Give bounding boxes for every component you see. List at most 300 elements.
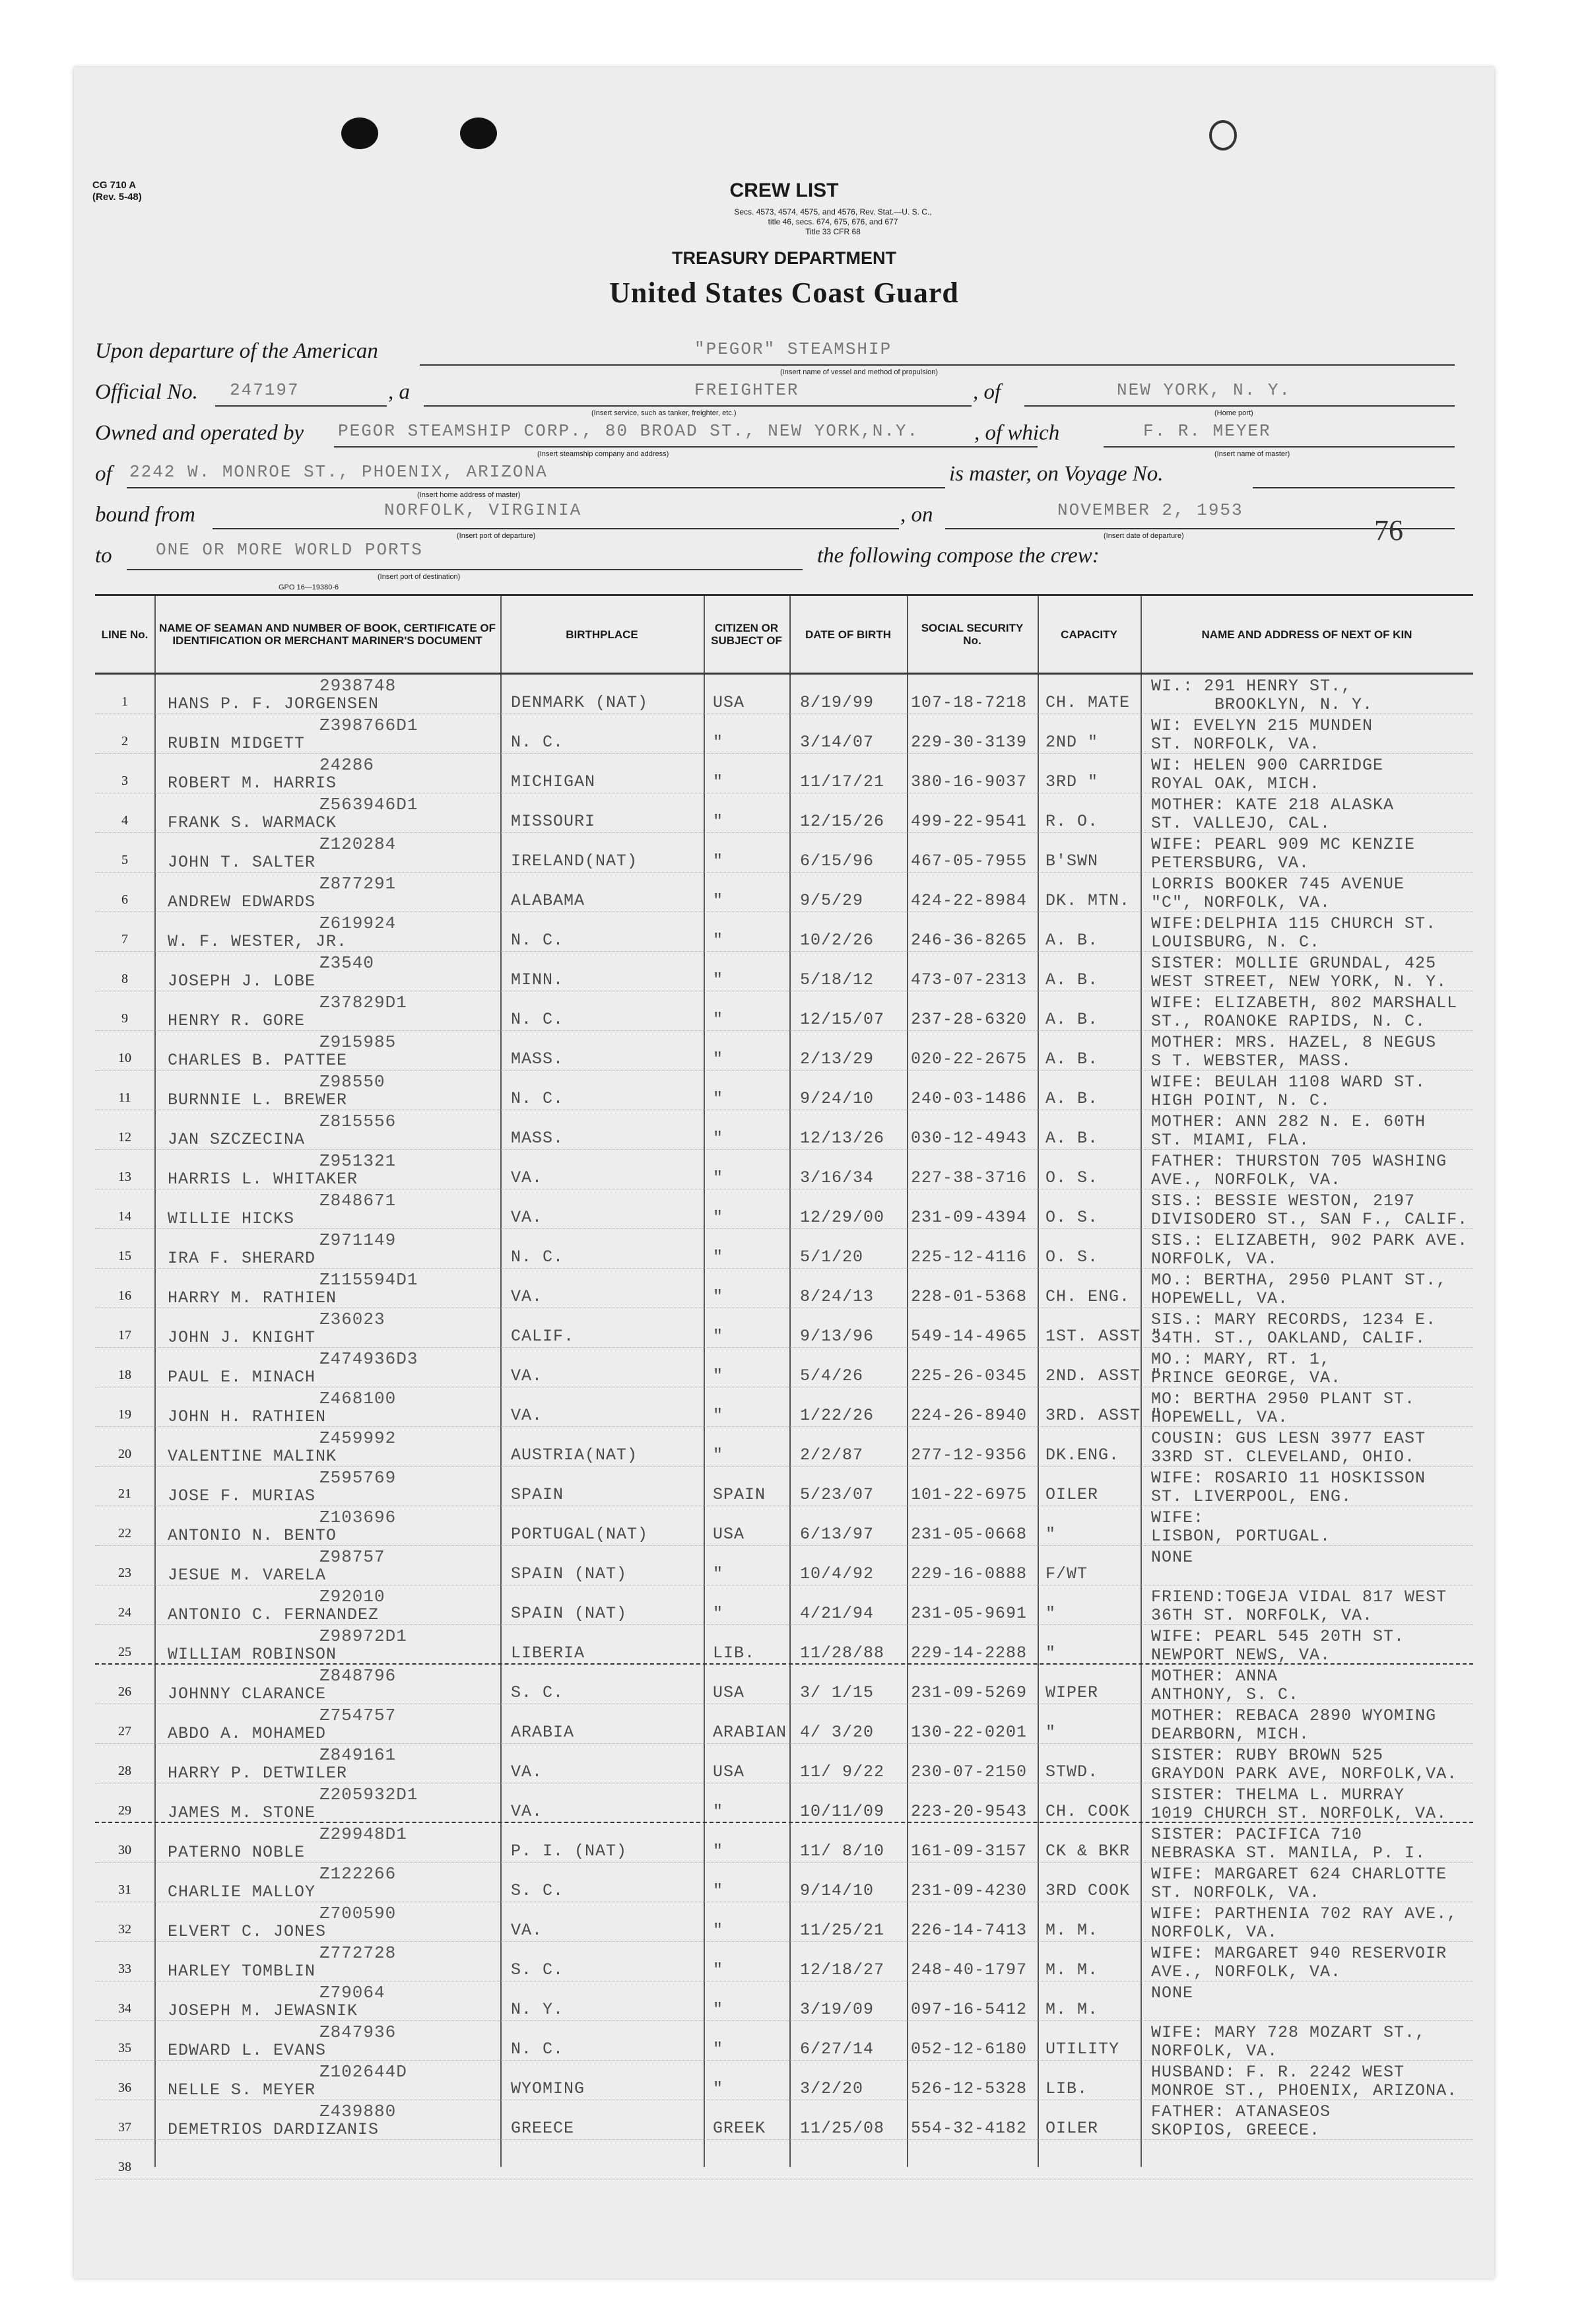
line-number: 24 <box>118 1605 131 1620</box>
capacity: UTILITY <box>1045 2040 1120 2059</box>
social-security-number: 020-22-2675 <box>911 1049 1028 1069</box>
social-security-number: 107-18-7218 <box>911 693 1028 712</box>
document-number: 24286 <box>319 755 375 775</box>
seaman-name: HANS P. F. JORGENSEN <box>168 694 380 714</box>
line-number: 6 <box>121 892 128 907</box>
date-of-birth: 3/2/20 <box>800 2079 864 2098</box>
table-row <box>95 675 1473 714</box>
date-of-birth: 11/ 9/22 <box>800 1762 885 1781</box>
seaman-name: ELVERT C. JONES <box>168 1922 327 1941</box>
citizenship: " <box>713 1406 724 1425</box>
next-of-kin: WIFE: PEARL 545 20TH ST. NEWPORT NEWS, VA. <box>1151 1627 1405 1665</box>
birthplace: SPAIN (NAT) <box>511 1604 628 1623</box>
social-security-number: 499-22-9541 <box>911 812 1028 831</box>
capacity: CH. ENG. <box>1045 1287 1131 1306</box>
line-number: 17 <box>118 1328 131 1343</box>
table-row <box>95 793 1473 833</box>
document-number: Z847936 <box>319 2022 397 2042</box>
line-number: 20 <box>118 1447 131 1461</box>
citizenship: " <box>713 2079 724 2098</box>
citizenship: " <box>713 1802 724 1821</box>
social-security-number: 231-09-4394 <box>911 1208 1028 1227</box>
social-security-number: 231-05-9691 <box>911 1604 1028 1623</box>
date-of-birth: 11/25/08 <box>800 2119 885 2138</box>
citizenship: " <box>713 931 724 950</box>
line-number: 31 <box>118 1882 131 1897</box>
document-number: Z951321 <box>319 1151 397 1171</box>
document-number: Z915985 <box>319 1032 397 1052</box>
citizenship: " <box>713 1168 724 1187</box>
capacity: 3RD " <box>1045 772 1099 791</box>
document-number: Z754757 <box>319 1706 397 1725</box>
date-of-birth: 2/2/87 <box>800 1445 864 1465</box>
form-revision: (Rev. 5-48) <box>92 191 142 203</box>
seaman-name: HENRY R. GORE <box>168 1011 306 1030</box>
birthplace: GREECE <box>511 2119 575 2138</box>
table-header <box>95 596 1473 675</box>
table-row <box>95 1308 1473 1348</box>
capacity: CH. MATE <box>1045 693 1131 712</box>
line-number: 19 <box>118 1407 131 1422</box>
citation-line: Title 33 CFR 68 <box>805 227 861 236</box>
seaman-name: ROBERT M. HARRIS <box>168 774 337 793</box>
next-of-kin: WI.: 291 HENRY ST., BROOKLYN, N. Y. <box>1151 677 1374 714</box>
citizenship: " <box>713 970 724 989</box>
citizenship: " <box>713 1604 724 1623</box>
social-security-number: 424-22-8984 <box>911 891 1028 910</box>
seaman-name: WILLIE HICKS <box>168 1209 295 1228</box>
document-number: Z595769 <box>319 1468 397 1488</box>
citizenship: " <box>713 772 724 791</box>
citizenship: " <box>713 1010 724 1029</box>
line-number: 10 <box>118 1051 131 1065</box>
seaman-name: ANTONIO C. FERNANDEZ <box>168 1605 380 1624</box>
capacity: A. B. <box>1045 1010 1099 1029</box>
date-of-birth: 12/15/07 <box>800 1010 885 1029</box>
next-of-kin: WIFE: ROSARIO 11 HOSKISSON ST. LIVERPOOL, ENG. <box>1151 1469 1426 1506</box>
date-of-birth: 12/13/26 <box>800 1129 885 1148</box>
capacity: A. B. <box>1045 931 1099 950</box>
next-of-kin: MO: BERTHA 2950 PLANT ST. HOPEWELL, VA. <box>1151 1389 1416 1427</box>
capacity: O. S. <box>1045 1247 1099 1267</box>
col-date-of-birth: DATE OF BIRTH <box>805 628 891 641</box>
table-row <box>95 1981 1473 2021</box>
next-of-kin: FRIEND:TOGEJA VIDAL 817 WEST 36TH ST. NORFOLK, VA. <box>1151 1587 1447 1625</box>
label-bound-from: bound from <box>95 503 195 527</box>
citizenship: " <box>713 2000 724 2019</box>
next-of-kin: SISTER: PACIFICA 710 NEBRASKA ST. MANILA, P. I. <box>1151 1825 1426 1863</box>
col-social-security: SOCIAL SECURITY No. <box>921 622 1024 647</box>
line-number: 7 <box>121 932 128 946</box>
document-number: Z122266 <box>319 1864 397 1884</box>
citizenship: " <box>713 1960 724 1979</box>
capacity: LIB. <box>1045 2079 1088 2098</box>
next-of-kin: SISTER: MOLLIE GRUNDAL, 425 WEST STREET, NEW YORK, N. Y. <box>1151 954 1447 991</box>
table-row <box>95 1506 1473 1546</box>
citizenship: " <box>713 1366 724 1385</box>
social-security-number: 229-16-0888 <box>911 1564 1028 1583</box>
next-of-kin: WIFE: PEARL 909 MC KENZIE PETERSBURG, VA. <box>1151 835 1416 873</box>
date-of-birth: 4/21/94 <box>800 1604 875 1623</box>
date-of-birth: 9/5/29 <box>800 891 864 910</box>
capacity: DK. MTN. <box>1045 891 1131 910</box>
table-row <box>95 1110 1473 1150</box>
document-number: Z971149 <box>319 1230 397 1250</box>
document-number: Z205932D1 <box>319 1785 418 1805</box>
document-number: Z849161 <box>319 1745 397 1765</box>
social-security-number: 237-28-6320 <box>911 1010 1028 1029</box>
next-of-kin: MO.: BERTHA, 2950 PLANT ST., HOPEWELL, VA. <box>1151 1271 1447 1308</box>
official-number: 247197 <box>230 380 300 400</box>
col-seaman-name: NAME OF SEAMAN AND NUMBER OF BOOK, CERTIFICATE OF IDENTIFICATION OR MERCHANT MARINER'S DOCUMENT <box>159 622 496 647</box>
document-number: Z848671 <box>319 1191 397 1211</box>
seaman-name: RUBIN MIDGETT <box>168 734 306 753</box>
birthplace: N. C. <box>511 1089 564 1108</box>
caption-home-port: (Home port) <box>1214 409 1253 417</box>
caption-master-address: (Insert home address of master) <box>417 491 521 499</box>
capacity: B'SWN <box>1045 851 1099 871</box>
capacity: A. B. <box>1045 1129 1099 1148</box>
birthplace: VA. <box>511 1208 543 1227</box>
seaman-name: IRA F. SHERARD <box>168 1249 316 1268</box>
seaman-name: DEMETRIOS DARDIZANIS <box>168 2120 380 2139</box>
date-of-birth: 3/ 1/15 <box>800 1683 875 1702</box>
seaman-name: JOHNNY CLARANCE <box>168 1684 327 1704</box>
line-number: 15 <box>118 1249 131 1263</box>
port-of-destination: ONE OR MORE WORLD PORTS <box>156 540 423 560</box>
line-number: 25 <box>118 1645 131 1659</box>
date-of-birth: 2/13/29 <box>800 1049 875 1069</box>
date-of-birth: 12/15/26 <box>800 812 885 831</box>
social-security-number: 246-36-8265 <box>911 931 1028 950</box>
date-of-birth: 6/13/97 <box>800 1525 875 1544</box>
birthplace: VA. <box>511 1287 543 1306</box>
capacity: A. B. <box>1045 970 1099 989</box>
birthplace: N. C. <box>511 931 564 950</box>
social-security-number: 228-01-5368 <box>911 1287 1028 1306</box>
document-number: Z439880 <box>319 2102 397 2121</box>
line-number: 22 <box>118 1526 131 1541</box>
document-number: Z772728 <box>319 1943 397 1963</box>
next-of-kin: MOTHER: ANN 282 N. E. 60TH ST. MIAMI, FLA. <box>1151 1112 1426 1150</box>
birthplace: VA. <box>511 1406 543 1425</box>
seaman-name: JOHN T. SALTER <box>168 853 316 872</box>
seaman-name: HARRIS L. WHITAKER <box>168 1170 358 1189</box>
citizenship: " <box>713 1327 724 1346</box>
underline <box>420 364 1455 366</box>
date-of-birth: 6/15/96 <box>800 851 875 871</box>
birthplace: MISSOURI <box>511 812 596 831</box>
social-security-number: 277-12-9356 <box>911 1445 1028 1465</box>
date-of-birth: 8/24/13 <box>800 1287 875 1306</box>
date-of-birth: 5/1/20 <box>800 1247 864 1267</box>
seaman-name: WILLIAM ROBINSON <box>168 1645 337 1664</box>
citizenship: " <box>713 2040 724 2059</box>
line-number: 8 <box>121 972 128 986</box>
social-security-number: 549-14-4965 <box>911 1327 1028 1346</box>
vessel-name: "PEGOR" STEAMSHIP <box>694 339 892 359</box>
birthplace: N. C. <box>511 1247 564 1267</box>
line-number: 4 <box>121 813 128 828</box>
citizenship: " <box>713 1921 724 1940</box>
line-number: 30 <box>118 1843 131 1857</box>
citizenship: " <box>713 812 724 831</box>
capacity: " <box>1045 1723 1057 1742</box>
capacity: 2ND. ASST " <box>1045 1366 1162 1385</box>
capacity: R. O. <box>1045 812 1099 831</box>
birthplace: S. C. <box>511 1960 564 1979</box>
birthplace: S. C. <box>511 1881 564 1900</box>
document-number: Z468100 <box>319 1389 397 1409</box>
line-number: 27 <box>118 1724 131 1739</box>
birthplace: MICHIGAN <box>511 772 596 791</box>
table-row <box>95 2100 1473 2140</box>
underline <box>1024 405 1455 407</box>
label-to: to <box>95 544 112 568</box>
gpo-code: GPO 16—19380-6 <box>279 583 339 591</box>
underline <box>334 446 1038 448</box>
birthplace: VA. <box>511 1366 543 1385</box>
social-security-number: 101-22-6975 <box>911 1485 1028 1504</box>
table-row <box>95 754 1473 793</box>
capacity: OILER <box>1045 2119 1099 2138</box>
next-of-kin: WIFE: MARY 728 MOZART ST., NORFOLK, VA. <box>1151 2023 1426 2061</box>
document-number: Z79064 <box>319 1983 385 2003</box>
capacity: " <box>1045 1604 1057 1623</box>
seaman-name: W. F. WESTER, JR. <box>168 932 348 951</box>
birthplace: VA. <box>511 1921 543 1940</box>
social-security-number: 231-09-4230 <box>911 1881 1028 1900</box>
birthplace: CALIF. <box>511 1327 575 1346</box>
seaman-name: HARRY M. RATHIEN <box>168 1288 337 1308</box>
citizenship: " <box>713 1089 724 1108</box>
capacity: 3RD COOK <box>1045 1881 1131 1900</box>
seaman-name: CHARLES B. PATTEE <box>168 1051 348 1070</box>
next-of-kin: WI: HELEN 900 CARRIDGE ROYAL OAK, MICH. <box>1151 756 1384 793</box>
date-of-birth: 11/28/88 <box>800 1643 885 1663</box>
table-row <box>95 1823 1473 1863</box>
social-security-number: 526-12-5328 <box>911 2079 1028 2098</box>
seaman-name: JAMES M. STONE <box>168 1803 316 1822</box>
social-security-number: 240-03-1486 <box>911 1089 1028 1108</box>
date-of-birth: 10/4/92 <box>800 1564 875 1583</box>
document-number: Z29948D1 <box>319 1824 407 1844</box>
table-row <box>95 1387 1473 1427</box>
form-title: CREW LIST <box>729 180 839 201</box>
col-next-of-kin: NAME AND ADDRESS OF NEXT OF KIN <box>1201 628 1412 641</box>
next-of-kin: WIFE: LISBON, PORTUGAL. <box>1151 1508 1331 1546</box>
seaman-name: JOSEPH J. LOBE <box>168 972 316 991</box>
birthplace: VA. <box>511 1762 543 1781</box>
birthplace: N. C. <box>511 2040 564 2059</box>
next-of-kin: SISTER: RUBY BROWN 525 GRAYDON PARK AVE, NORFOLK,VA. <box>1151 1746 1458 1783</box>
table-row <box>95 2021 1473 2061</box>
citizenship: " <box>713 851 724 871</box>
label-on: , on <box>900 503 933 527</box>
table-row <box>95 952 1473 991</box>
seaman-name: NELLE S. MEYER <box>168 2080 316 2100</box>
birthplace: N. Y. <box>511 2000 564 2019</box>
document-number: Z120284 <box>319 834 397 854</box>
document-number: Z848796 <box>319 1666 397 1686</box>
birthplace: IRELAND(NAT) <box>511 851 638 871</box>
document-number: Z98757 <box>319 1547 385 1567</box>
table-row <box>95 1031 1473 1071</box>
col-citizen: CITIZEN OR SUBJECT OF <box>711 622 782 647</box>
document-number: Z563946D1 <box>319 795 418 814</box>
line-number: 38 <box>118 2160 131 2174</box>
seaman-name: VALENTINE MALINK <box>168 1447 337 1466</box>
line-number: 32 <box>118 1922 131 1937</box>
table-row <box>95 2140 1473 2179</box>
social-security-number: 473-07-2313 <box>911 970 1028 989</box>
capacity: F/WT <box>1045 1564 1088 1583</box>
department: TREASURY DEPARTMENT <box>671 248 897 268</box>
citizenship: USA <box>713 1683 745 1702</box>
citizenship: LIB. <box>713 1643 756 1663</box>
underline <box>127 569 803 570</box>
label-departure: Upon departure of the American <box>95 339 378 363</box>
citation-line: title 46, secs. 674, 675, 676, and 677 <box>768 217 898 226</box>
birthplace: SPAIN (NAT) <box>511 1564 628 1583</box>
birthplace: MINN. <box>511 970 564 989</box>
next-of-kin: SIS.: BESSIE WESTON, 2197 DIVISODERO ST., SAN F., CALIF. <box>1151 1191 1469 1229</box>
next-of-kin: FATHER: THURSTON 705 WASHING AVE., NORFOLK, VA. <box>1151 1152 1447 1189</box>
caption-port-departure: (Insert port of departure) <box>457 532 536 540</box>
citizenship: USA <box>713 693 745 712</box>
date-of-birth: 3/19/09 <box>800 2000 875 2019</box>
next-of-kin: MOTHER: REBACA 2890 WYOMING DEARBORN, MICH. <box>1151 1706 1437 1744</box>
capacity: A. B. <box>1045 1089 1099 1108</box>
social-security-number: 226-14-7413 <box>911 1921 1028 1940</box>
date-of-birth: 12/18/27 <box>800 1960 885 1979</box>
next-of-kin: WIFE: BEULAH 1108 WARD ST. HIGH POINT, N. C. <box>1151 1073 1426 1110</box>
document-number: Z98550 <box>319 1072 385 1092</box>
table-row <box>95 1744 1473 1783</box>
table-row <box>95 1150 1473 1189</box>
table-row <box>95 991 1473 1031</box>
punch-hole-icon <box>1209 120 1237 150</box>
line-number: 5 <box>121 853 128 867</box>
document-number: Z877291 <box>319 874 397 894</box>
date-of-birth: 9/13/96 <box>800 1327 875 1346</box>
seaman-name: JOHN H. RATHIEN <box>168 1407 327 1426</box>
next-of-kin: COUSIN: GUS LESN 3977 EAST 33RD ST. CLEVELAND, OHIO. <box>1151 1429 1426 1467</box>
seaman-name: CHARLIE MALLOY <box>168 1882 316 1902</box>
birthplace: S. C. <box>511 1683 564 1702</box>
capacity: 1ST. ASST " <box>1045 1327 1162 1346</box>
capacity: O. S. <box>1045 1168 1099 1187</box>
capacity: O. S. <box>1045 1208 1099 1227</box>
document-number: Z3540 <box>319 953 375 973</box>
next-of-kin: HUSBAND: F. R. 2242 WEST MONROE ST., PHOENIX, ARIZONA. <box>1151 2063 1458 2100</box>
line-number: 14 <box>118 1209 131 1224</box>
capacity: 3RD. ASST " <box>1045 1406 1162 1425</box>
label-official-no: Official No. <box>95 380 198 404</box>
caption-vessel: (Insert name of vessel and method of propulsion) <box>780 368 939 376</box>
seaman-name: JAN SZCZECINA <box>168 1130 306 1149</box>
next-of-kin: MOTHER: KATE 218 ALASKA ST. VALLEJO, CAL. <box>1151 795 1395 833</box>
underline <box>127 487 945 488</box>
seaman-name: JOHN J. KNIGHT <box>168 1328 316 1347</box>
master-name: F. R. MEYER <box>1143 421 1271 441</box>
punch-hole-icon <box>460 117 497 149</box>
seaman-name: PATERNO NOBLE <box>168 1843 306 1862</box>
document-number: Z92010 <box>319 1587 385 1607</box>
capacity: STWD. <box>1045 1762 1099 1781</box>
birthplace: AUSTRIA(NAT) <box>511 1445 638 1465</box>
citizenship: " <box>713 1287 724 1306</box>
label-owned: Owned and operated by <box>95 421 304 445</box>
social-security-number: 161-09-3157 <box>911 1842 1028 1861</box>
table-row <box>95 1665 1473 1704</box>
seaman-name: HARRY P. DETWILER <box>168 1764 348 1783</box>
line-number: 34 <box>118 2001 131 2016</box>
social-security-number: 223-20-9543 <box>911 1802 1028 1821</box>
col-birthplace: BIRTHPLACE <box>566 628 638 641</box>
underline <box>1253 487 1455 488</box>
birthplace: ALABAMA <box>511 891 585 910</box>
citizenship: " <box>713 1129 724 1148</box>
citizenship: GREEK <box>713 2119 766 2138</box>
seaman-name: HARLEY TOMBLIN <box>168 1962 316 1981</box>
line-number: 18 <box>118 1368 131 1382</box>
date-of-birth: 3/14/07 <box>800 733 875 752</box>
caption-port-destination: (Insert port of destination) <box>378 573 461 581</box>
label-a: , a <box>388 380 410 404</box>
line-number: 2 <box>121 734 128 748</box>
date-of-birth: 11/25/21 <box>800 1921 885 1940</box>
social-security-number: 052-12-6180 <box>911 2040 1028 2059</box>
date-of-birth: 12/29/00 <box>800 1208 885 1227</box>
seaman-name: ANDREW EDWARDS <box>168 892 316 912</box>
table-row <box>95 873 1473 912</box>
table-row <box>95 1546 1473 1585</box>
crew-list-sheet <box>74 67 1494 2278</box>
table-row <box>95 1189 1473 1229</box>
col-capacity: CAPACITY <box>1061 628 1117 641</box>
next-of-kin: WI: EVELYN 215 MUNDEN ST. NORFOLK, VA. <box>1151 716 1374 754</box>
date-of-birth: 1/22/26 <box>800 1406 875 1425</box>
table-row <box>95 2061 1473 2100</box>
birthplace: PORTUGAL(NAT) <box>511 1525 649 1544</box>
seaman-name: PAUL E. MINACH <box>168 1368 316 1387</box>
vessel-service: FREIGHTER <box>694 380 799 400</box>
seaman-name: ANTONIO N. BENTO <box>168 1526 337 1545</box>
label-of-which: , of which <box>974 421 1060 445</box>
social-security-number: 227-38-3716 <box>911 1168 1028 1187</box>
citizenship: " <box>713 1842 724 1861</box>
caption-company: (Insert steamship company and address) <box>537 450 669 458</box>
table-row <box>95 1942 1473 1981</box>
underline <box>424 405 972 407</box>
seaman-name: JOSEPH M. JEWASNIK <box>168 2001 358 2020</box>
next-of-kin: NONE <box>1151 1983 1194 2003</box>
page-number: 76 <box>1374 514 1403 547</box>
next-of-kin: LORRIS BOOKER 745 AVENUE "C", NORFOLK, VA. <box>1151 875 1405 912</box>
date-of-birth: 8/19/99 <box>800 693 875 712</box>
social-security-number: 229-14-2288 <box>911 1643 1028 1663</box>
document-number: Z115594D1 <box>319 1270 418 1290</box>
social-security-number: 230-07-2150 <box>911 1762 1028 1781</box>
capacity: " <box>1045 1643 1057 1663</box>
date-of-birth: 9/24/10 <box>800 1089 875 1108</box>
next-of-kin: WIFE: ELIZABETH, 802 MARSHALL ST., ROANOKE RAPIDS, N. C. <box>1151 993 1458 1031</box>
table-row <box>95 912 1473 952</box>
crew-rows <box>95 675 1473 2179</box>
seaman-name: JOSE F. MURIAS <box>168 1486 316 1506</box>
next-of-kin: SIS.: ELIZABETH, 902 PARK AVE. NORFOLK, VA. <box>1151 1231 1469 1269</box>
